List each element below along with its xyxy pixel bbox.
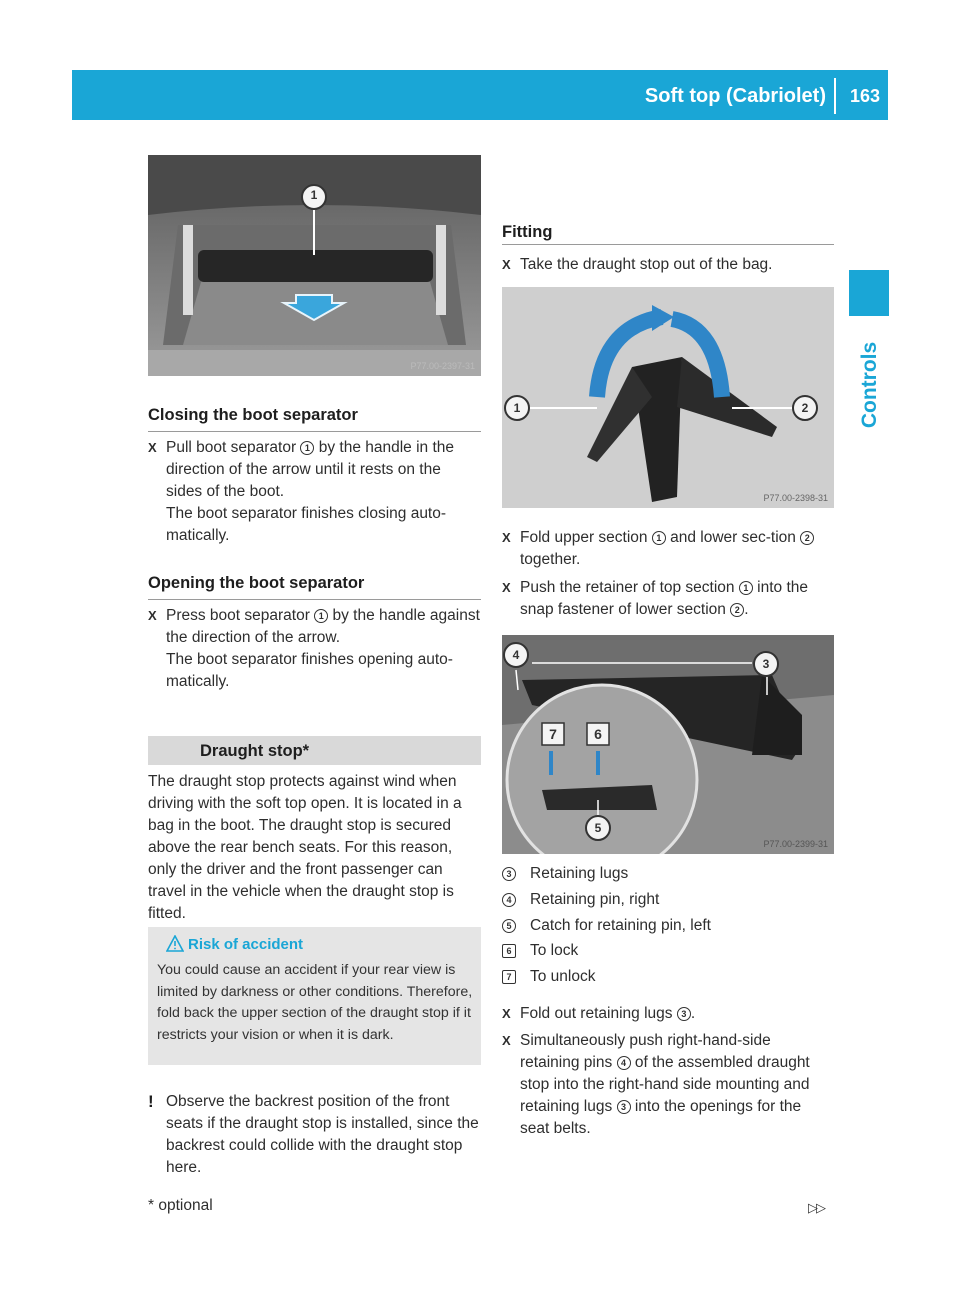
heading-rule [502,244,834,245]
step-marker: X [148,608,157,623]
step-opening-1: X Press boot separator 1 by the handle against the direction of the arrow. The boot separator finishes opening auto-matically. [148,607,480,690]
callout-6: 6 [594,726,602,742]
step-fitting-3: X Push the retainer of top section 1 into the snap fastener of lower section 2 . [502,579,809,618]
heading-rule [148,431,481,432]
step-result: The boot separator finishes closing auto-matically. [166,505,447,544]
heading-closing: Closing the boot separator [148,406,358,424]
step-marker: X [502,257,511,272]
callout-1: 1 [310,188,318,202]
warning-title: Risk of accident [188,936,304,953]
chapter-tab [849,270,889,316]
callout-3: 3 [762,657,770,671]
callout-2: 2 [801,401,809,415]
legend-item: 5 Catch for retaining pin, left [502,915,834,941]
legend-item: 6 To lock [502,940,834,966]
section-band [148,736,481,765]
step-marker: X [502,1033,511,1048]
callout-ref: 4 [617,1056,631,1070]
continued-arrows-icon: ▷▷ [808,1200,824,1215]
heading-opening: Opening the boot separator [148,574,365,592]
warning-text: You could cause an accident if your rear view is limited by darkness or other conditions. Therefore, fold back the upper section of the draught stop if it restricts your vision or when it is dark. [157,962,473,1043]
callout-7: 7 [549,726,557,742]
warning-triangle-icon [166,935,184,952]
boot-separator-photo [148,155,481,376]
heading-fitting: Fitting [502,223,553,241]
callout-4: 4 [512,648,520,662]
step-marker: X [502,530,511,545]
callout-ref: 2 [730,603,744,617]
step-fitting-2: X Fold upper section 1 and lower sec-tion 2 together. [502,527,834,571]
callout-ref: 3 [617,1100,631,1114]
chapter-label: Controls [858,341,881,429]
image-code: P77.00-2399-31 [763,839,828,849]
step-marker: X [502,1006,511,1021]
legend-item: 7 To unlock [502,966,834,992]
legend-item: 3 Retaining lugs [502,863,834,889]
callout-ref: 1 [739,581,753,595]
callout-1: 1 [513,401,521,415]
callout-ref: 1 [314,609,328,623]
header-divider [834,78,836,114]
step-result: The boot separator finishes opening auto-matically. [166,651,453,690]
page-header [72,70,888,120]
section-title: Soft top (Cabriolet) [644,85,826,107]
step-marker: X [502,580,511,595]
footnote-optional: * optional [148,1197,213,1214]
page-number: 163 [849,86,880,106]
callout-5: 5 [594,821,602,835]
image-code: P77.00-2397-31 [410,361,475,371]
step-fitting-5: X Simultaneously push right-hand-side retaining pins 4 of the assembled draught stop into the right-hand side mounting and retaining lugs 3 into the openings for the seat belts. [502,1032,810,1137]
callout-ref: 1 [652,531,666,545]
draught-stop-fold-photo [502,287,834,508]
step-fitting-4: X Fold out retaining lugs 3 . [502,1003,834,1025]
step-closing-1: X Pull boot separator 1 by the handle in the direction of the arrow until it rests on the sides of the boot. The boot separator finishes closing auto-matically. [148,439,455,544]
warning-box [148,927,481,1065]
legend-item: 4 Retaining pin, right [502,889,834,915]
image-code: P77.00-2398-31 [763,493,828,503]
draught-intro: The draught stop protects against wind when driving with the soft top open. It is located in a bag in the boot. The draught stop is secured above the rear bench seats. For this reason, only the driver and the front passenger can travel in the vehicle when the draught stop is fitted. [148,773,462,922]
note-backrest: ! Observe the backrest position of the front seats if the draught stop is installed, since the backrest could collide with the draught stop here. [148,1092,479,1176]
callout-ref: 2 [800,531,814,545]
step-fitting-1: X Take the draught stop out of the bag. [502,254,834,276]
callout-ref: 1 [300,441,314,455]
legend-list [502,863,834,992]
step-marker: X [148,440,157,455]
callout-ref: 3 [677,1007,691,1021]
draught-stop-fitting-photo [502,635,834,854]
heading-draught-stop: Draught stop* [200,742,310,760]
caution-mark: ! [148,1092,154,1111]
heading-rule [148,599,481,600]
